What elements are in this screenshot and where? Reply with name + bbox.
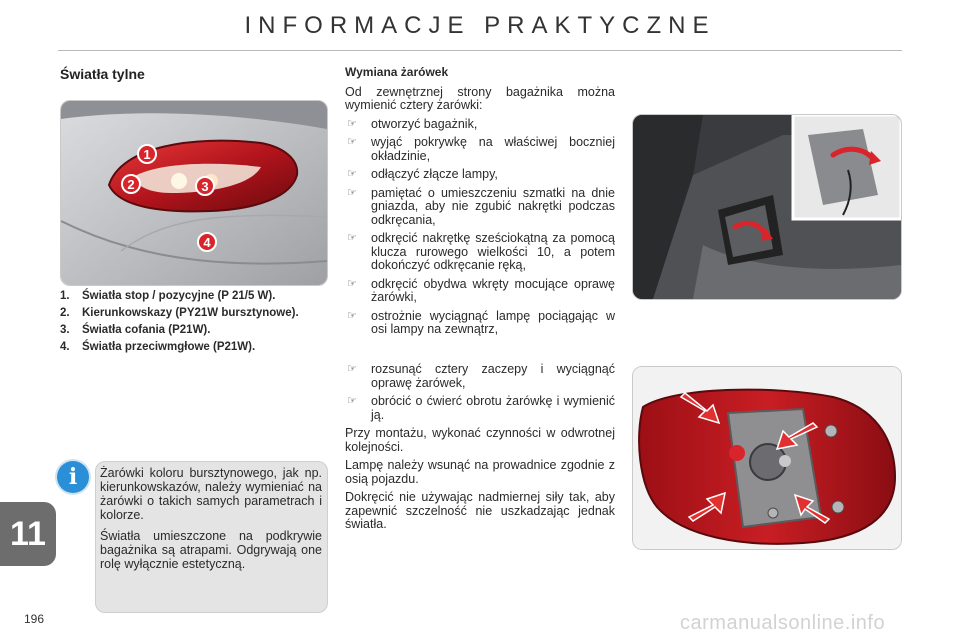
outro-paragraph: Lampę należy wsunąć na prowadnice zgodnie z osią pojazdu. — [345, 458, 615, 486]
trunk-interior-photo — [632, 114, 902, 300]
pointing-hand-icon: ☞ — [347, 232, 357, 244]
pointing-hand-icon: ☞ — [347, 363, 357, 375]
step-item: ☞ ostrożnie wyciągnąć lampę pociągając w osi lampy na zewnątrz, — [347, 308, 615, 336]
svg-text:4: 4 — [203, 235, 211, 250]
pointing-hand-icon: ☞ — [347, 168, 357, 180]
step-item: ☞ odkręcić nakrętkę sześciokątną za pomocą klucza rurowego wielkości 10, a potem dokończyć odkręcanie ręką, — [347, 231, 615, 272]
callout-4 — [198, 233, 216, 251]
info-icon: i — [57, 461, 89, 493]
step-item: ☞ otworzyć bagażnik, — [347, 116, 478, 131]
watermark: carmanualsonline.info — [680, 612, 886, 634]
steps-list-bottom — [345, 363, 615, 422]
intro-paragraph: Od zewnętrznej strony bagażnika można wymienić cztery żarówki: — [345, 84, 615, 112]
replacement-instructions-continued — [345, 363, 615, 537]
outro-paragraph: Przy montażu, wykonać czynności w odwrotnej kolejności. — [345, 426, 615, 454]
legend-item: 4. Światła przeciwmgłowe (P21W). — [60, 341, 256, 353]
svg-text:2: 2 — [127, 177, 135, 192]
callout-3 — [196, 177, 214, 195]
step-item: ☞ wyjąć pokrywkę na właściwej boczniej okładzinie, — [347, 135, 615, 163]
step-item: ☞ obrócić o ćwierć obrotu żarówkę i wymienić ją. — [347, 394, 615, 422]
svg-text:3: 3 — [201, 179, 209, 194]
step-item: ☞ pamiętać o umieszczeniu szmatki na dnie gniazda, aby nie zgubić nakrętki podczas odkręcania, — [347, 185, 615, 227]
replacement-instructions — [345, 66, 615, 342]
svg-text:1: 1 — [143, 147, 151, 162]
page-number: 196 — [24, 612, 45, 626]
step-item: ☞ odkręcić obydwa wkręty mocujące oprawę żarówki, — [347, 276, 615, 304]
tail-lamp-photo — [60, 100, 328, 286]
pointing-hand-icon: ☞ — [347, 395, 357, 407]
pointing-hand-icon: ☞ — [347, 136, 357, 148]
pointing-hand-icon: ☞ — [347, 277, 357, 290]
info-note-text: Żarówki koloru bursztynowego, jak np. kierunkowskazów, należy wymieniać na żarówki o takich samych parametrach i kolorze. Światła umieszczone na podkrywie bagażnika są atrapami. Odgrywają one rolę wyłącznie estetyczną. — [100, 466, 322, 571]
legend-item: 1. Światła stop / pozycyjne (P 21/5 W). — [60, 290, 276, 302]
pointing-hand-icon: ☞ — [347, 309, 357, 322]
subsection-title: Wymiana żarówek — [345, 65, 449, 79]
callout-2 — [122, 175, 140, 193]
legend-item: 2. Kierunkowskazy (PY21W bursztynowe). — [60, 307, 299, 319]
callout-1 — [138, 145, 156, 163]
pointing-hand-icon: ☞ — [347, 186, 357, 199]
chapter-tab: 11 — [0, 502, 56, 566]
step-item: ☞ odłączyć złącze lampy, — [347, 167, 498, 181]
page-header-title: INFORMACJE PRAKTYCZNE — [244, 12, 716, 39]
bulb-legend — [60, 289, 330, 357]
section-title: Światła tylne — [60, 66, 145, 82]
steps-list-top — [345, 118, 615, 337]
lamp-back-photo — [632, 366, 902, 550]
header-divider — [58, 50, 902, 51]
outro-paragraph: Dokręcić nie używając nadmiernej siły tak, aby zapewnić szczelność nie uszkadzając jednak światła. — [345, 490, 615, 531]
pointing-hand-icon: ☞ — [347, 117, 357, 130]
legend-item: 3. Światła cofania (P21W). — [60, 324, 211, 336]
step-item: ☞ rozsunąć cztery zaczepy i wyciągnąć oprawę żarówek, — [347, 362, 615, 390]
